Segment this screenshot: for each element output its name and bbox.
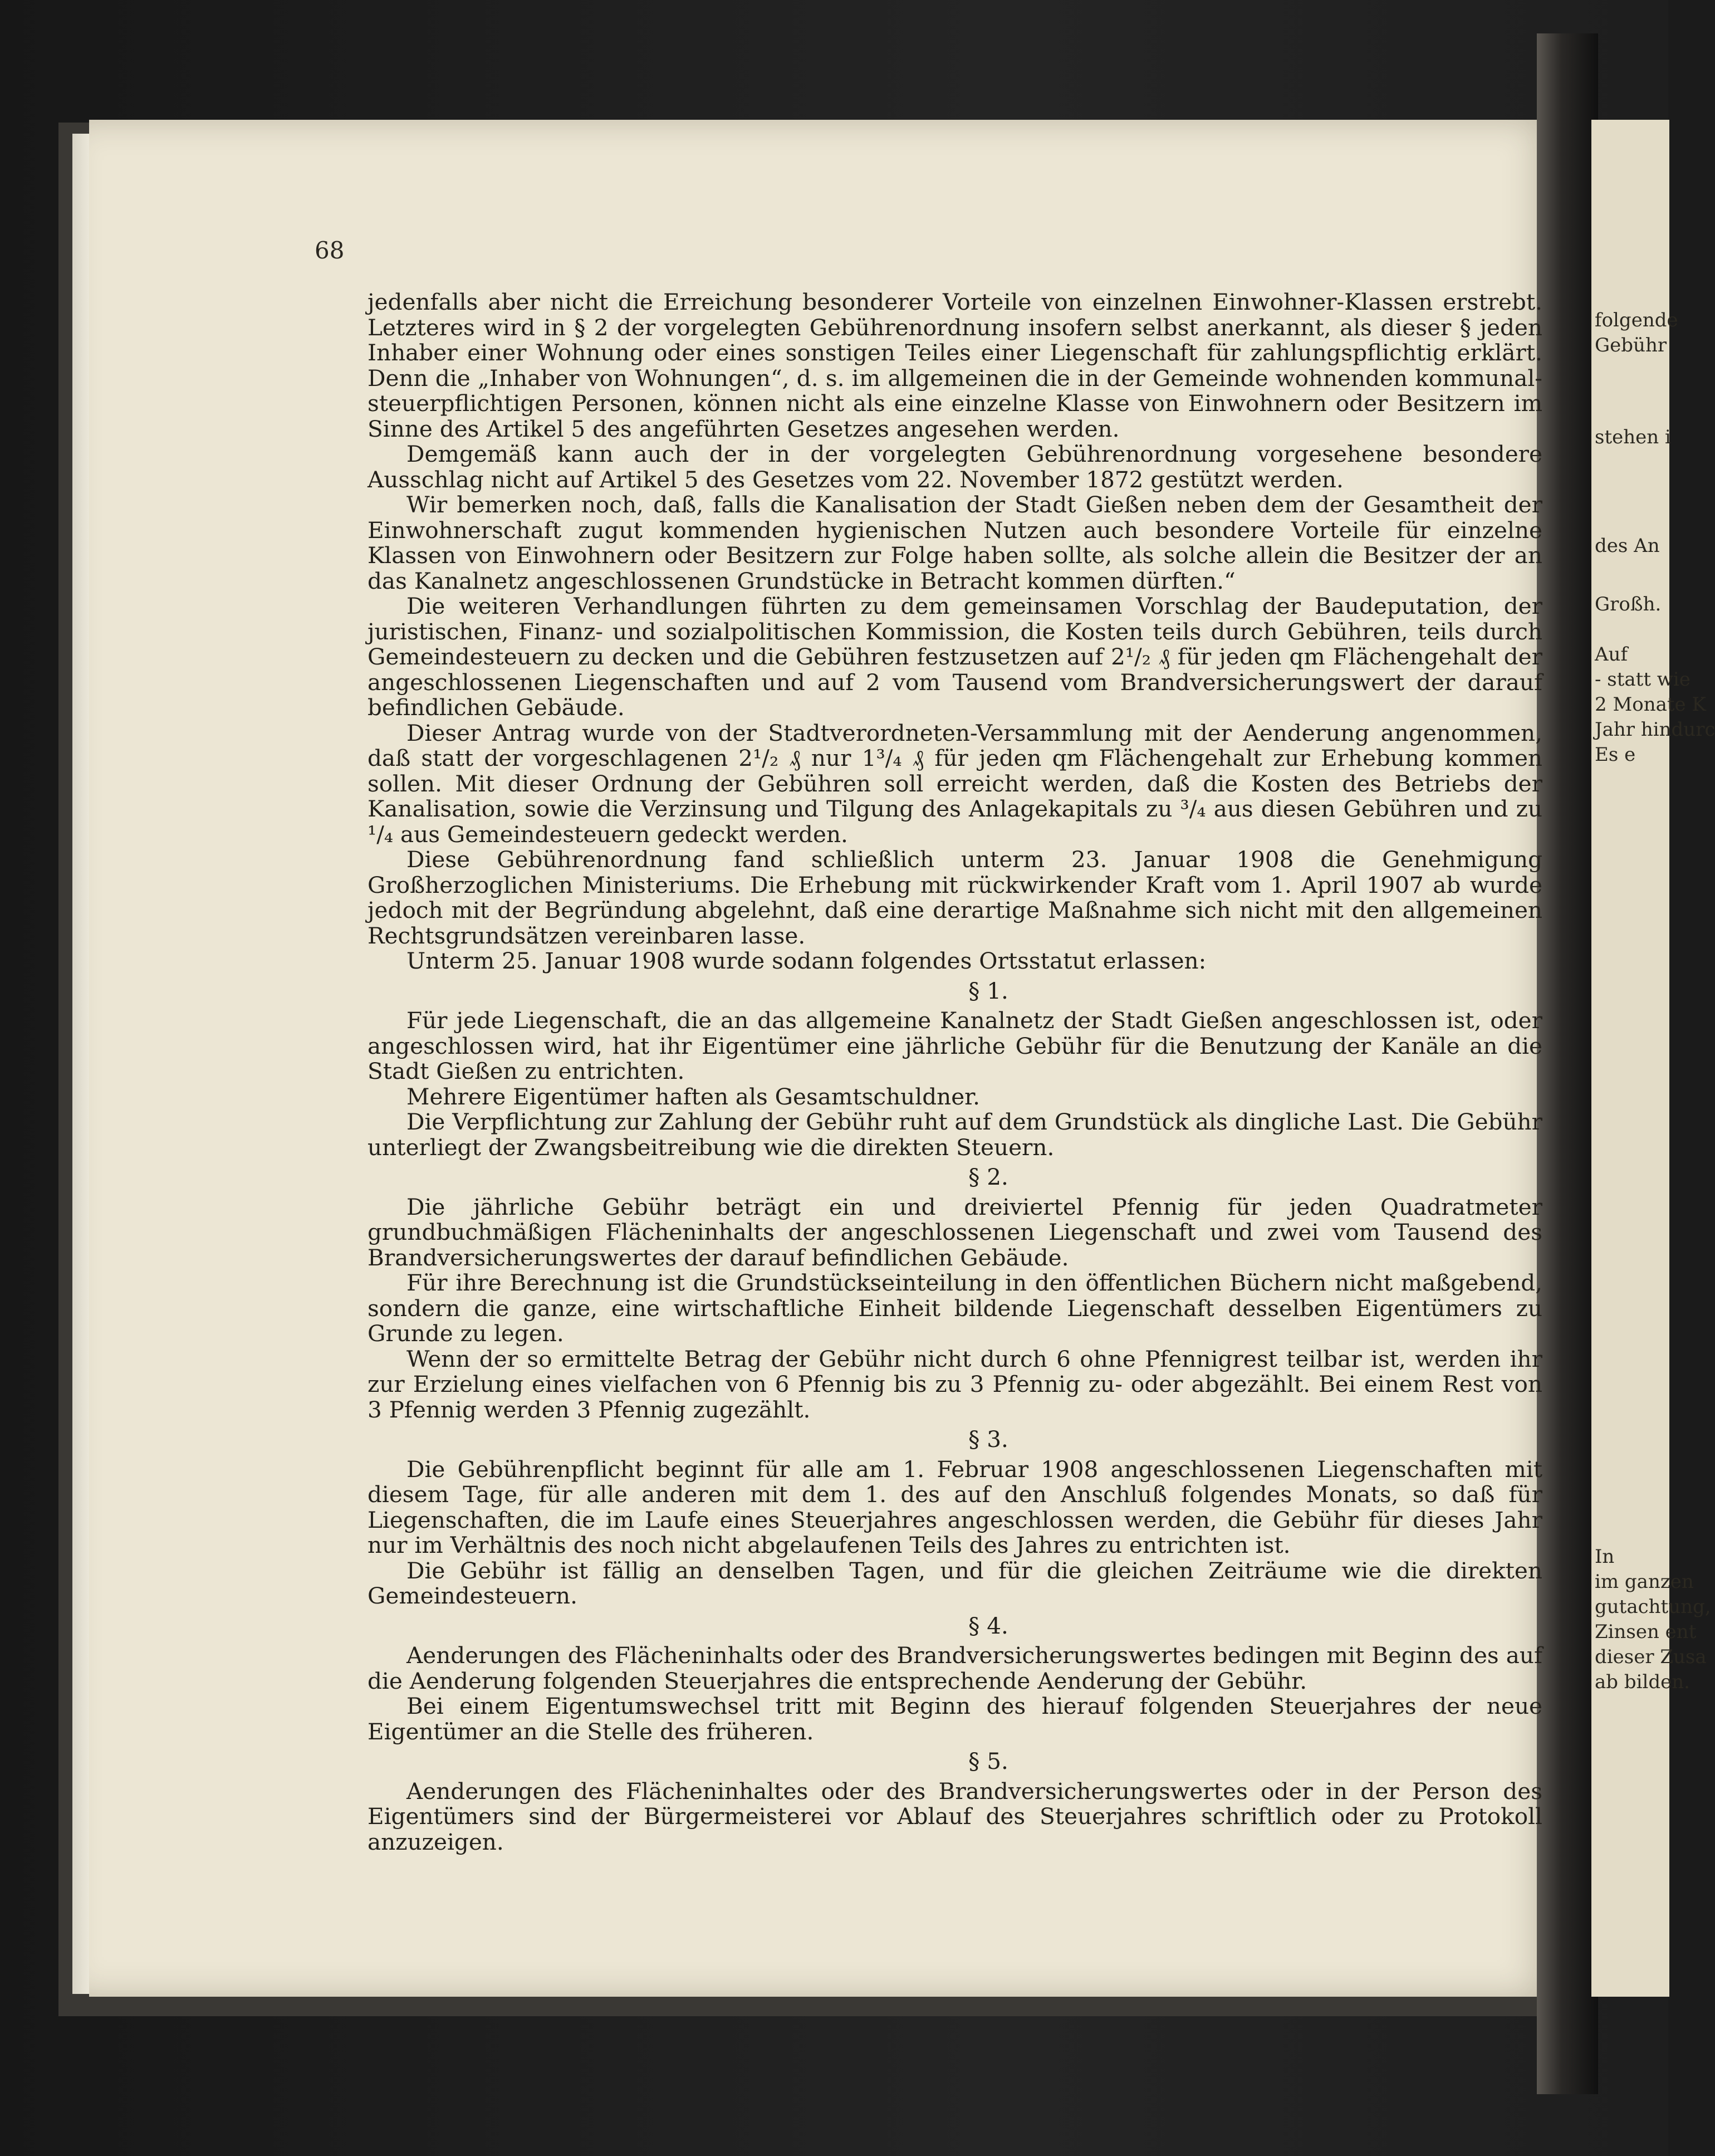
adjacent-page — [1591, 120, 1715, 1997]
section-heading: § 2. — [968, 1163, 1008, 1190]
paragraph: Mehrere Eigentümer haften als Gesamtschuldner. — [406, 1083, 980, 1110]
section-heading: § 1. — [968, 977, 1008, 1004]
adjacent-page-fragment: - statt wie — [1595, 668, 1690, 691]
adjacent-page-fragment: In — [1595, 1546, 1615, 1568]
paragraph: Aenderungen des Flächeninhalts oder des Brandversicherungswertes bedingen mit Beginn des auf die Aenderung folgenden Steuerjahres die entsprechende Aenderung der Gebühr. — [367, 1642, 1542, 1694]
adjacent-page-fragment: des An — [1595, 535, 1660, 557]
adjacent-page-fragment: Zinsen ent — [1595, 1621, 1697, 1643]
adjacent-page-fragment: im ganzen — [1595, 1571, 1694, 1593]
paragraph: Diese Gebührenordnung fand schließlich unterm 23. Januar 1908 die Genehmigung Großherzoglichen Ministeriums. Die Erhebung mit rückwirkender Kraft vom 1. April 1907 ab wurde jedoch mit der Begründung abgelehnt, daß eine derartige Maßnahme sich nicht mit den allgemeinen Rechtsgrundsätzen vereinbaren lasse. — [367, 846, 1542, 949]
paragraph: jedenfalls aber nicht die Erreichung besonderer Vorteile von einzelnen Einwohner-Klassen erstrebt. Letzteres wird in § 2 der vorgelegten Gebührenordnung insofern selbst anerkannt, als dieser § jeden Inhaber einer Wohnung oder eines sonstigen Teiles einer Liegenschaft für zahlungspflichtig erklärt. Denn die „Inhaber von Wohnungen“, d. s. im allgemeinen die in der Gemeinde wohnenden kommunal-steuerpflichtigen Personen, können nicht als eine einzelne Klasse von Einwohnern oder Besitzern im Sinne des Artikel 5 des angeführten Gesetzes angesehen werden. — [367, 289, 1542, 442]
section-heading: § 5. — [968, 1748, 1008, 1774]
page-number: 68 — [315, 237, 345, 264]
paragraph: Unterm 25. Januar 1908 wurde sodann folgendes Ortsstatut erlassen: — [406, 947, 1207, 974]
book-gutter — [1537, 33, 1598, 2094]
adjacent-page-fragment: Es e — [1595, 744, 1636, 766]
adjacent-page-fragment: dieser Zusa — [1595, 1646, 1707, 1668]
paragraph: Bei einem Eigentumswechsel tritt mit Beginn des hierauf folgenden Steuerjahres der neue Eigentümer an die Stelle des früheren. — [367, 1693, 1542, 1745]
page-text — [367, 290, 1542, 1855]
adjacent-page-fragment: Großh. — [1595, 593, 1662, 615]
paragraph: Die Gebührenpflicht beginnt für alle am 1. Februar 1908 angeschlossenen Liegenschaften mit diesem Tage, für alle anderen mit dem 1. des auf den Anschluß folgendes Monats, so daß für Liegenschaften, die im Laufe eines Steuerjahres angeschlossen werden, die Gebühr für dieses Jahr nur im Verhältnis des noch nicht abgelaufenen Teils des Jahres zu entrichten ist. — [367, 1455, 1542, 1558]
paragraph: Wenn der so ermittelte Betrag der Gebühr nicht durch 6 ohne Pfennigrest teilbar ist, werden ihr zur Erzielung eines vielfachen von 6 Pfennig bis zu 3 Pfennig zu- oder abgezählt. Bei einem Rest von 3 Pfennig werden 3 Pfennig zugezählt. — [367, 1345, 1542, 1423]
adjacent-page-fragment: folgende — [1595, 309, 1678, 331]
adjacent-page-fragment: Auf — [1595, 643, 1628, 666]
adjacent-page-fragment: stehen i — [1595, 426, 1671, 448]
adjacent-page-fragment: Jahr hindurc — [1595, 718, 1715, 741]
paragraph: Wir bemerken noch, daß, falls die Kanalisation der Stadt Gießen neben dem der Gesamtheit der Einwohnerschaft zugut kommenden hygienischen Nutzen auch besondere Vorteile für einzelne Klassen von Einwohnern oder Besitzern zur Folge haben sollte, als solche allein die Besitzer der an das Kanalnetz angeschlossenen Grundstücke in Betracht kommen dürften.“ — [367, 491, 1542, 594]
section-heading: § 3. — [968, 1426, 1008, 1453]
paragraph: Für jede Liegenschaft, die an das allgemeine Kanalnetz der Stadt Gießen angeschlossen ist, oder angeschlossen wird, hat ihr Eigentümer eine jährliche Gebühr für die Benutzung der Kanäle an die Stadt Gießen zu entrichten. — [367, 1007, 1542, 1084]
paragraph: Die jährliche Gebühr beträgt ein und dreiviertel Pfennig für jeden Quadratmeter grundbuchmäßigen Flächeninhalts der angeschlossenen Liegenschaft und zwei vom Tausend des Brandversicherungswertes der darauf befindlichen Gebäude. — [367, 1193, 1542, 1271]
section-heading: § 4. — [968, 1612, 1008, 1639]
paragraph: Dieser Antrag wurde von der Stadtverordneten-Versammlung mit der Aenderung angenommen, daß statt der vorgeschlagenen 2¹/₂ ₰ nur 1³/₄ ₰ für jeden qm Flächengehalt zur Erhebung kommen sollen. Mit dieser Ordnung der Gebühren soll erreicht werden, daß die Kosten des Betriebs der Kanalisation, sowie die Verzinsung und Tilgung des Anlagekapitals zu ³/₄ aus diesen Gebühren und zu ¹/₄ aus Gemeindesteuern gedeckt werden. — [367, 719, 1542, 848]
paragraph: Aenderungen des Flächeninhaltes oder des Brandversicherungswertes oder in der Person des Eigentümers sind der Bürgermeisterei vor Ablauf des Steuerjahres schriftlich oder zu Protokoll anzuzeigen. — [367, 1777, 1542, 1855]
adjacent-page-fragment: ab bilden. — [1595, 1671, 1690, 1693]
adjacent-page-fragment: 2 Monate K — [1595, 693, 1706, 716]
adjacent-page-fragment: Gebühr — [1595, 334, 1667, 356]
paragraph: Die weiteren Verhandlungen führten zu dem gemeinsamen Vorschlag der Baudeputation, der juristischen, Finanz- und sozialpolitischen Kommission, die Kosten teils durch Gebühren, teils durch Gemeindesteuern zu decken und die Gebühren festzusetzen auf 2¹/₂ ₰ für jeden qm Flächengehalt der angeschlossenen Liegenschaften und auf 2 vom Tausend vom Brandversicherungswert der darauf befindlichen Gebäude. — [367, 593, 1542, 721]
paragraph: Die Gebühr ist fällig an denselben Tagen, und für die gleichen Zeiträume wie die direkten Gemeindesteuern. — [367, 1557, 1542, 1609]
paragraph: Demgemäß kann auch der in der vorgelegten Gebührenordnung vorgesehene besondere Ausschlag nicht auf Artikel 5 des Gesetzes vom 22. November 1872 gestützt werden. — [367, 441, 1542, 493]
adjacent-page-fragment: gutachtung, — [1595, 1596, 1711, 1618]
paragraph: Für ihre Berechnung ist die Grundstückseinteilung in den öffentlichen Büchern nicht maßgebend, sondern die ganze, eine wirtschaftliche Einheit bildende Liegenschaft desselben Eigentümers zu Grunde zu legen. — [367, 1269, 1542, 1347]
paragraph: Die Verpflichtung zur Zahlung der Gebühr ruht auf dem Grundstück als dingliche Last. Die Gebühr unterliegt der Zwangsbeitreibung wie die direkten Steuern. — [367, 1108, 1542, 1161]
